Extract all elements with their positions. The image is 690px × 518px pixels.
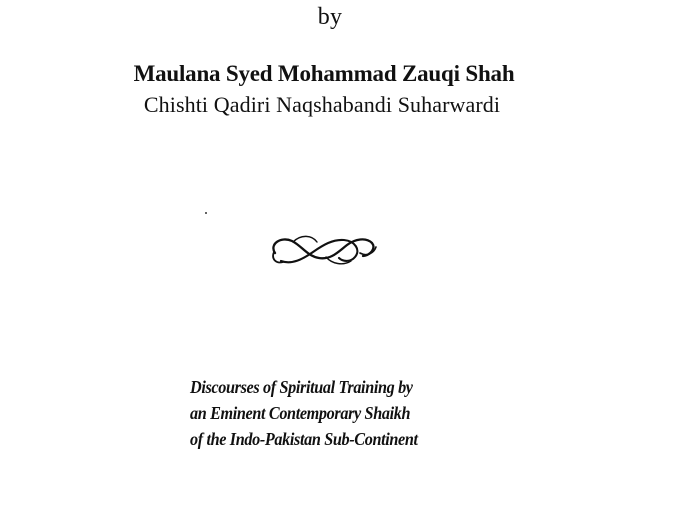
print-speck: [205, 212, 207, 214]
subtitle-line: an Eminent Contemporary Shaikh: [190, 403, 411, 423]
subtitle-line: of the Indo-Pakistan Sub-Continent: [190, 429, 418, 449]
subtitle-block: [190, 374, 480, 452]
author-name: Maulana Syed Mohammad Zauqi Shah: [133, 61, 515, 86]
sufi-orders-line: Chishti Qadiri Naqshabandi Suharwardi: [143, 92, 501, 117]
subtitle-line: Discourses of Spiritual Training by: [190, 377, 413, 397]
by-line: by: [317, 4, 343, 30]
calligraphic-flourish-icon: [265, 226, 381, 272]
